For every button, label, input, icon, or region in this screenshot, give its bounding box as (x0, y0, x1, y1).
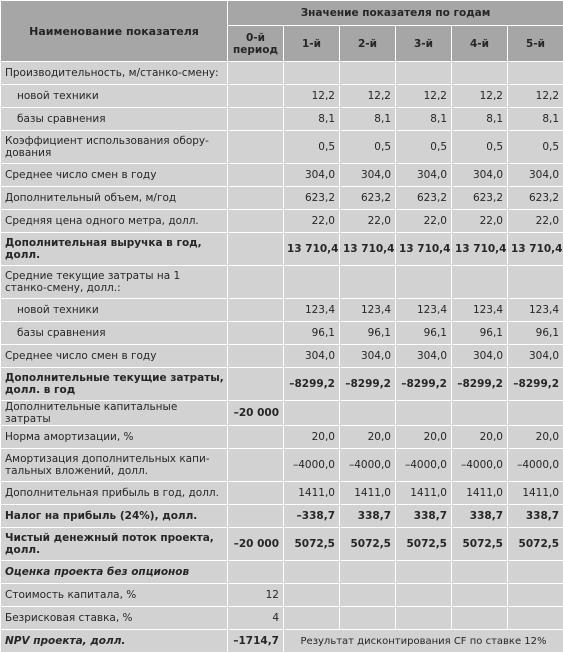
cell-year-3: 12,2 (396, 85, 452, 108)
table-row (1, 561, 563, 584)
table-row (1, 449, 563, 482)
cell-year-2: 8,1 (340, 108, 396, 131)
cell-year-4 (452, 561, 508, 584)
cell-period-0 (228, 85, 284, 108)
cell-year-4: 0,5 (452, 131, 508, 164)
cell-year-3: 20,0 (396, 426, 452, 449)
cell-year-5: 123,4 (508, 299, 563, 322)
cell-year-5: 5072,5 (508, 528, 563, 561)
cell-period-0: –1714,7 (228, 630, 284, 653)
cell-year-1: 123,4 (284, 299, 340, 322)
cell-year-4 (452, 584, 508, 607)
cell-year-5: 304,0 (508, 345, 563, 368)
cell-year-3: 304,0 (396, 164, 452, 187)
cell-year-4: 123,4 (452, 299, 508, 322)
cell-year-5: 304,0 (508, 164, 563, 187)
row-label: Дополнительная прибыль в год, долл. (1, 482, 228, 505)
cell-year-4 (452, 401, 508, 426)
cell-year-4: –4000,0 (452, 449, 508, 482)
cell-year-2 (340, 266, 396, 299)
row-label: Дополнительный объем, м/год (1, 187, 228, 210)
cell-year-1: 5072,5 (284, 528, 340, 561)
cell-year-5: 96,1 (508, 322, 563, 345)
cell-year-5 (508, 584, 563, 607)
cell-year-2 (340, 62, 396, 85)
cell-year-2 (340, 584, 396, 607)
table-row (1, 584, 563, 607)
column-group-header: Значение показателя по годам (228, 1, 563, 26)
cell-year-4: 1411,0 (452, 482, 508, 505)
cell-year-4: 338,7 (452, 505, 508, 528)
cell-year-5 (508, 62, 563, 85)
cell-year-3: 96,1 (396, 322, 452, 345)
cell-year-2: 0,5 (340, 131, 396, 164)
cell-year-2: 1411,0 (340, 482, 396, 505)
table-row (1, 482, 563, 505)
cell-period-0 (228, 210, 284, 233)
cell-year-4: 22,0 (452, 210, 508, 233)
cell-year-3: 22,0 (396, 210, 452, 233)
row-label: NPV проекта, долл. (1, 630, 228, 653)
cell-period-0 (228, 322, 284, 345)
cell-year-1: 20,0 (284, 426, 340, 449)
cell-year-1: 96,1 (284, 322, 340, 345)
row-label: Норма амортизации, % (1, 426, 228, 449)
cell-year-1: –4000,0 (284, 449, 340, 482)
cell-year-3 (396, 266, 452, 299)
table-row (1, 164, 563, 187)
cell-period-0: 12 (228, 584, 284, 607)
cell-year-4 (452, 62, 508, 85)
cell-year-1: 304,0 (284, 164, 340, 187)
cell-year-5: –8299,2 (508, 368, 563, 401)
cell-year-5: 1411,0 (508, 482, 563, 505)
cell-year-3 (396, 607, 452, 630)
cell-year-1: 623,2 (284, 187, 340, 210)
column-header-year: 1-й (284, 26, 340, 62)
cell-year-2: 96,1 (340, 322, 396, 345)
cell-year-2: 304,0 (340, 345, 396, 368)
column-header-year: 3-й (396, 26, 452, 62)
cell-year-1: 0,5 (284, 131, 340, 164)
table-row (1, 505, 563, 528)
cell-period-0 (228, 266, 284, 299)
cell-period-0: 4 (228, 607, 284, 630)
row-label: базы сравнения (1, 108, 228, 131)
cell-year-2: 338,7 (340, 505, 396, 528)
cell-year-3 (396, 62, 452, 85)
cell-year-5 (508, 266, 563, 299)
table-row (1, 108, 563, 131)
cell-period-0 (228, 482, 284, 505)
table-row (1, 528, 563, 561)
cell-year-4: 12,2 (452, 85, 508, 108)
cell-period-0 (228, 449, 284, 482)
cell-year-1 (284, 266, 340, 299)
cell-year-1: 22,0 (284, 210, 340, 233)
cell-year-4: 623,2 (452, 187, 508, 210)
cell-year-3 (396, 584, 452, 607)
row-label: Налог на прибыль (24%), долл. (1, 505, 228, 528)
cell-year-3 (396, 401, 452, 426)
cell-year-3: 338,7 (396, 505, 452, 528)
cell-year-1: 12,2 (284, 85, 340, 108)
cell-year-1: 8,1 (284, 108, 340, 131)
row-label: Чистый денежный поток проекта, долл. (1, 528, 228, 561)
cell-year-5 (508, 401, 563, 426)
cell-period-0 (228, 108, 284, 131)
row-label: Среднее число смен в году (1, 345, 228, 368)
cell-year-3: 304,0 (396, 345, 452, 368)
row-label: базы сравнения (1, 322, 228, 345)
cell-year-1 (284, 401, 340, 426)
column-header-year: 5-й (508, 26, 563, 62)
cell-year-2: 20,0 (340, 426, 396, 449)
cell-year-4: 8,1 (452, 108, 508, 131)
row-label: Коэффициент использования обору-дования (1, 131, 228, 164)
cell-year-5: 22,0 (508, 210, 563, 233)
cell-year-4 (452, 607, 508, 630)
table-row (1, 131, 563, 164)
cell-year-4: 304,0 (452, 345, 508, 368)
cell-year-4: 5072,5 (452, 528, 508, 561)
cell-year-5: 623,2 (508, 187, 563, 210)
table-row (1, 187, 563, 210)
table-row (1, 299, 563, 322)
row-label: Оценка проекта без опционов (1, 561, 228, 584)
table-row (1, 62, 563, 85)
row-label: новой техники (1, 299, 228, 322)
row-label: Средние текущие затраты на 1 станко-смену, долл.: (1, 266, 228, 299)
cell-year-5: 8,1 (508, 108, 563, 131)
cell-year-2 (340, 401, 396, 426)
cell-year-1 (284, 561, 340, 584)
cell-year-1: 13 710,4 (284, 233, 340, 266)
cell-year-5: –4000,0 (508, 449, 563, 482)
table-row (1, 210, 563, 233)
cell-year-5: 20,0 (508, 426, 563, 449)
cell-period-0 (228, 62, 284, 85)
column-header-year: 2-й (340, 26, 396, 62)
cell-year-1 (284, 62, 340, 85)
cell-year-5 (508, 561, 563, 584)
column-header-year: 4-й (452, 26, 508, 62)
cell-period-0 (228, 561, 284, 584)
cell-year-2: 13 710,4 (340, 233, 396, 266)
row-label: Средняя цена одного метра, долл. (1, 210, 228, 233)
cell-year-1: –8299,2 (284, 368, 340, 401)
discount-note: Результат дисконтирования CF по ставке 12% (284, 630, 563, 653)
table-row (1, 233, 563, 266)
cell-period-0 (228, 345, 284, 368)
row-label: Стоимость капитала, % (1, 584, 228, 607)
cell-year-2: 22,0 (340, 210, 396, 233)
cell-year-2: 12,2 (340, 85, 396, 108)
cell-year-2: –8299,2 (340, 368, 396, 401)
cell-year-1: 1411,0 (284, 482, 340, 505)
cell-year-4: –8299,2 (452, 368, 508, 401)
table-row (1, 368, 563, 401)
table-row (1, 426, 563, 449)
table-row (1, 630, 563, 653)
cell-year-3 (396, 561, 452, 584)
cell-period-0 (228, 131, 284, 164)
table-row (1, 345, 563, 368)
cell-year-4: 96,1 (452, 322, 508, 345)
cell-year-5: 12,2 (508, 85, 563, 108)
cell-year-2: –4000,0 (340, 449, 396, 482)
row-label: Амортизация дополнительных капи-тальных вложений, долл. (1, 449, 228, 482)
cell-year-2 (340, 561, 396, 584)
cell-year-3: 8,1 (396, 108, 452, 131)
cell-year-3: –4000,0 (396, 449, 452, 482)
cell-year-3: 5072,5 (396, 528, 452, 561)
cell-year-1 (284, 584, 340, 607)
cell-year-4 (452, 266, 508, 299)
cell-year-3: 623,2 (396, 187, 452, 210)
table-row (1, 401, 563, 426)
row-label: Дополнительные капитальные затраты (1, 401, 228, 426)
cell-year-3: 13 710,4 (396, 233, 452, 266)
cell-year-1: 304,0 (284, 345, 340, 368)
cell-year-1 (284, 607, 340, 630)
cell-year-4: 304,0 (452, 164, 508, 187)
cell-year-2: 5072,5 (340, 528, 396, 561)
cell-year-3: 1411,0 (396, 482, 452, 505)
row-label: Безрисковая ставка, % (1, 607, 228, 630)
row-label: новой техники (1, 85, 228, 108)
cell-period-0 (228, 187, 284, 210)
cell-year-1: –338,7 (284, 505, 340, 528)
cell-period-0: –20 000 (228, 528, 284, 561)
cell-period-0 (228, 426, 284, 449)
cell-year-5: 0,5 (508, 131, 563, 164)
cell-period-0 (228, 233, 284, 266)
cell-year-5: 13 710,4 (508, 233, 563, 266)
cell-year-4: 13 710,4 (452, 233, 508, 266)
cell-year-3: 0,5 (396, 131, 452, 164)
table-row (1, 322, 563, 345)
cell-year-3: 123,4 (396, 299, 452, 322)
cell-period-0 (228, 299, 284, 322)
row-label: Производительность, м/станко-смену: (1, 62, 228, 85)
table-row (1, 85, 563, 108)
cell-year-4: 20,0 (452, 426, 508, 449)
cell-year-5 (508, 607, 563, 630)
cell-period-0 (228, 164, 284, 187)
cell-year-2 (340, 607, 396, 630)
cell-period-0 (228, 368, 284, 401)
cell-year-2: 123,4 (340, 299, 396, 322)
table-row (1, 266, 563, 299)
column-header-name: Наименование показателя (1, 1, 228, 62)
cell-year-2: 623,2 (340, 187, 396, 210)
table-body (1, 62, 563, 653)
cell-period-0: –20 000 (228, 401, 284, 426)
cell-period-0 (228, 505, 284, 528)
row-label: Среднее число смен в году (1, 164, 228, 187)
cell-year-5: 338,7 (508, 505, 563, 528)
row-label: Дополнительная выручка в год, долл. (1, 233, 228, 266)
column-header-year: 0-й период (228, 26, 284, 62)
cell-year-3: –8299,2 (396, 368, 452, 401)
table-row (1, 607, 563, 630)
row-label: Дополнительные текущие затраты, долл. в год (1, 368, 228, 401)
cell-year-2: 304,0 (340, 164, 396, 187)
